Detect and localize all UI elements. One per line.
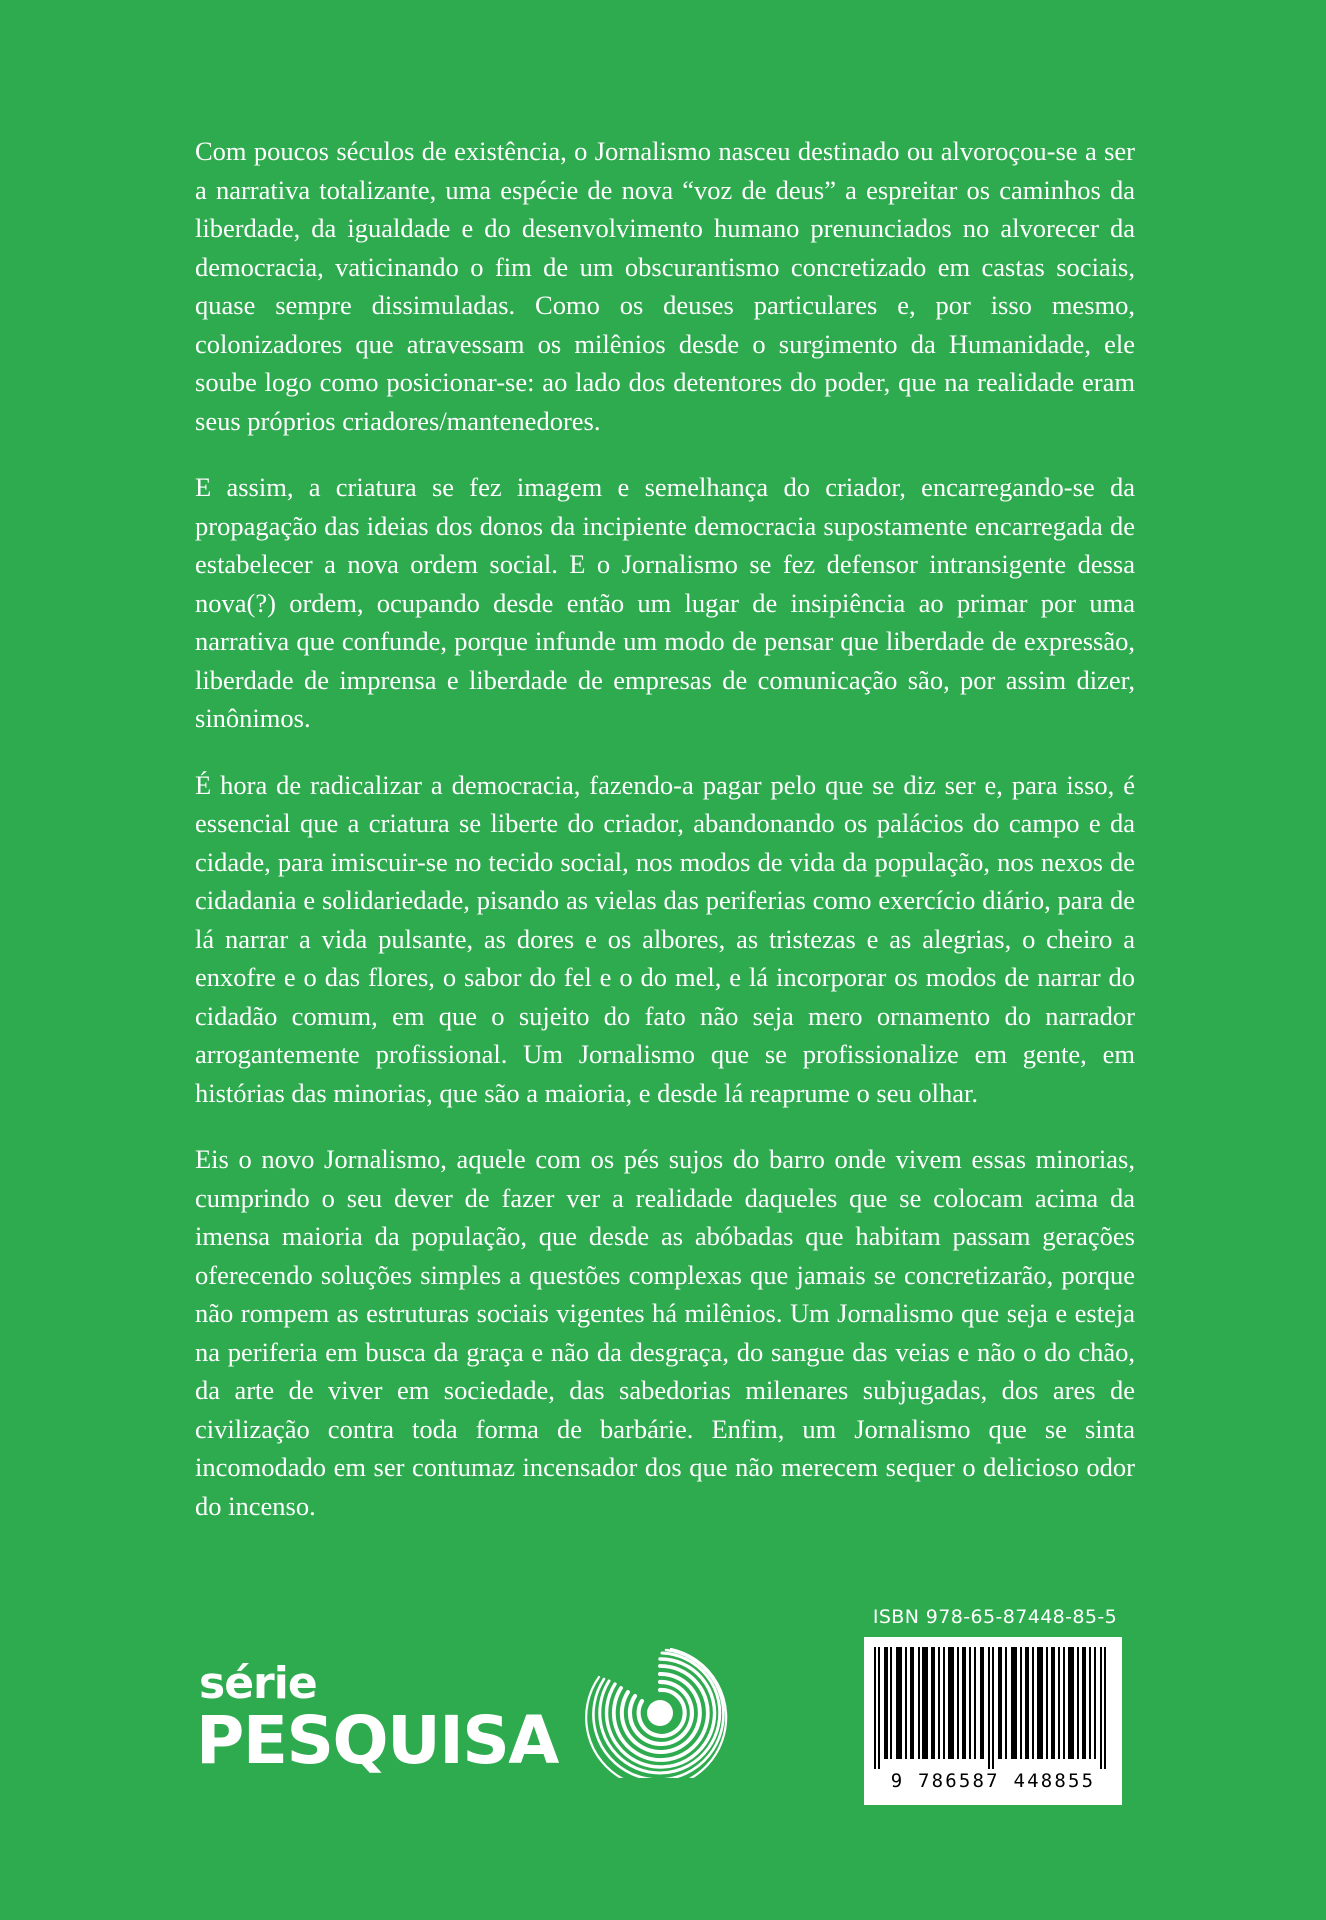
serie-logo-line2: PESQUISA	[196, 1702, 558, 1779]
blurb-paragraph-3: É hora de radicalizar a democracia, fazendo-a pagar pelo que se diz ser e, para isso, é essencial que a criatura se liberte do criador, abandonando os palácios do campo e da cidade, para imiscuir-se no tecido social, nos modos de vida da população, nos nexos de cidadania e solidariedade, pisando as vielas das periferias como exercício diário, para de lá narrar a vida pulsante, as dores e os albores, as tristezas e as alegrias, o cheiro a enxofre e o das flores, o sabor do fel e o do mel, e lá incorporar os modos de narrar do cidadão comum, em que o sujeito do fato não seja mero ornamento do narrador arrogantemente profissional. Um Jornalismo que se profissionalize em gente, em histórias das minorias, que são a maioria, e desde lá reaprume o seu olhar.	[195, 769, 1135, 1108]
spiral-soundwave-mark	[570, 1648, 750, 1778]
blurb-paragraph-2: E assim, a criatura se fez imagem e semelhança do criador, encarregando-se da propagação das ideias dos donos da incipiente democracia supostamente encarregada de estabelecer a nova ordem social. E o Jornalismo se fez defensor intransigente dessa nova(?) ordem, ocupando desde então um lugar de insipiência ao primar por uma narrativa que confunde, porque infunde um modo de pensar que liberdade de expressão, liberdade de imprensa e liberdade de empresas de comunicação são, por assim dizer, sinônimos.	[195, 472, 1135, 733]
blurb-paragraph-1: Com poucos séculos de existência, o Jornalismo nasceu destinado ou alvoroçou-se a ser a narrativa totalizante, uma espécie de nova “voz de deus” a espreitar os caminhos da liberdade, da igualdade e do desenvolvimento humano prenunciados no alvorecer da democracia, vaticinando o fim de um obscurantismo concretizado em castas sociais, quase sempre dissimuladas. Como os deuses particulares e, por isso mesmo, colonizadores que atravessam os milênios desde o surgimento da Humanidade, ele soube logo como posicionar-se: ao lado dos detentores do poder, que na realidade eram seus próprios criadores/mantenedores.	[195, 136, 1135, 436]
isbn-block	[860, 1606, 1130, 1805]
serie-logo-line1: série	[199, 1658, 317, 1709]
barcode-digits: 9 786587 448855	[890, 1770, 1096, 1792]
isbn-label: ISBN 978-65-87448-85-5	[872, 1606, 1118, 1628]
cover-footer	[0, 1606, 1326, 1920]
blurb-paragraph-4: Eis o novo Jornalismo, aquele com os pés sujos do barro onde vivem essas minorias, cumprindo o seu dever de fazer ver a realidade daqueles que se colocam acima da imensa maioria da população, que desde as abóbadas que habitam passam gerações oferecendo soluções simples a questões complexas que jamais se concretizarão, porque não rompem as estruturas sociais vigentes há milênios. Um Jornalismo que seja e esteja na periferia em busca da graça e não da desgraça, do sangue das veias e não o do chão, da arte de viver em sociedade, das sabedorias milenares subjugadas, dos ares de civilização contra toda forma de barbárie. Enfim, um Jornalismo que se sinta incomodado em ser contumaz incensador dos que não merecem sequer o delicioso odor do incenso.	[195, 1144, 1135, 1521]
isbn-barcode	[864, 1637, 1122, 1805]
barcode-bars	[872, 1647, 1114, 1769]
serie-pesquisa-logo	[196, 1658, 558, 1779]
blurb-text-block	[195, 132, 1135, 1525]
